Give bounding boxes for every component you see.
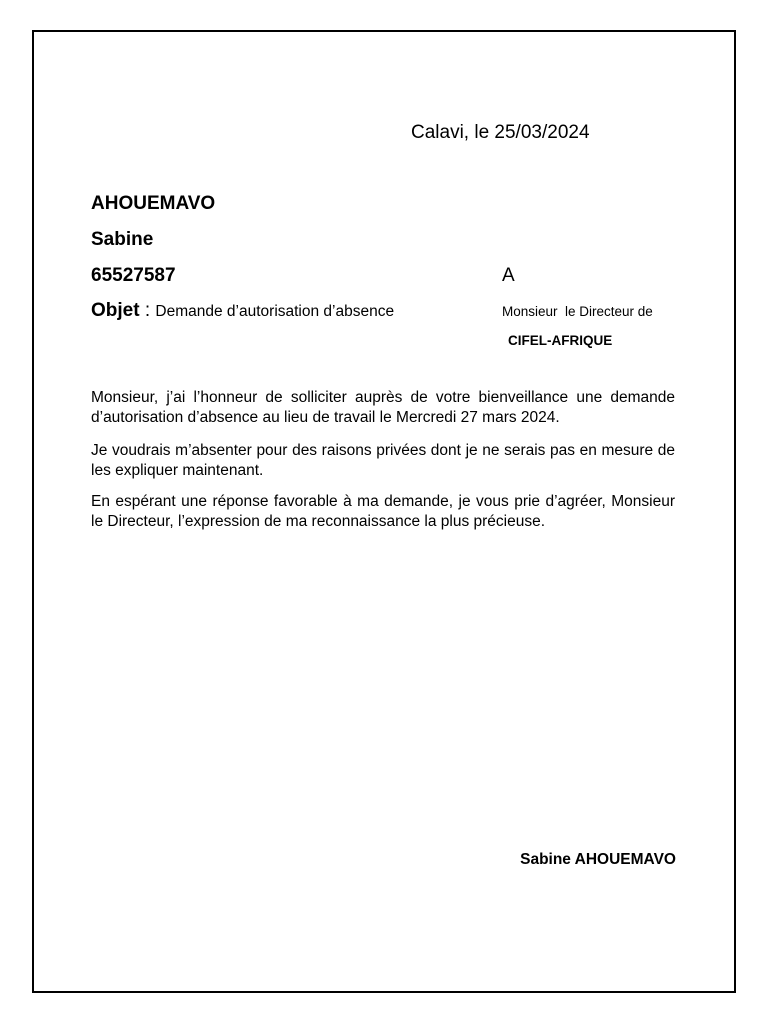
recipient-organization: CIFEL-AFRIQUE — [508, 333, 613, 348]
body-paragraph-1: Monsieur, j’ai l’honneur de solliciter auprès de votre bienveillance une demande d’autorisation d’absence au lieu de travail le Mercredi 27 mars 2024. — [91, 389, 675, 426]
body-paragraph-2: Je voudrais m’absenter pour des raisons privées dont je ne serais pas en mesure de les expliquer maintenant. — [91, 442, 675, 479]
signature: Sabine AHOUEMAVO — [520, 851, 676, 868]
sender-first-name: Sabine — [91, 229, 154, 250]
subject-text: Demande d’autorisation d’absence — [155, 303, 395, 320]
sender-last-name: AHOUEMAVO — [91, 193, 216, 214]
subject-label: Objet — [91, 300, 140, 321]
recipient-title: Monsieur le Directeur de — [502, 304, 653, 319]
recipient-prefix: A — [502, 265, 515, 286]
subject-line — [91, 300, 394, 322]
body-paragraph-3: En espérant une réponse favorable à ma demande, je vous prie d’agréer, Monsieur le Directeur, l’expression de ma reconnaissance la plus précieuse. — [91, 493, 675, 530]
subject-separator: : — [139, 300, 156, 321]
letter-date: Calavi, le 25/03/2024 — [411, 122, 590, 143]
sender-phone: 65527587 — [91, 265, 176, 286]
